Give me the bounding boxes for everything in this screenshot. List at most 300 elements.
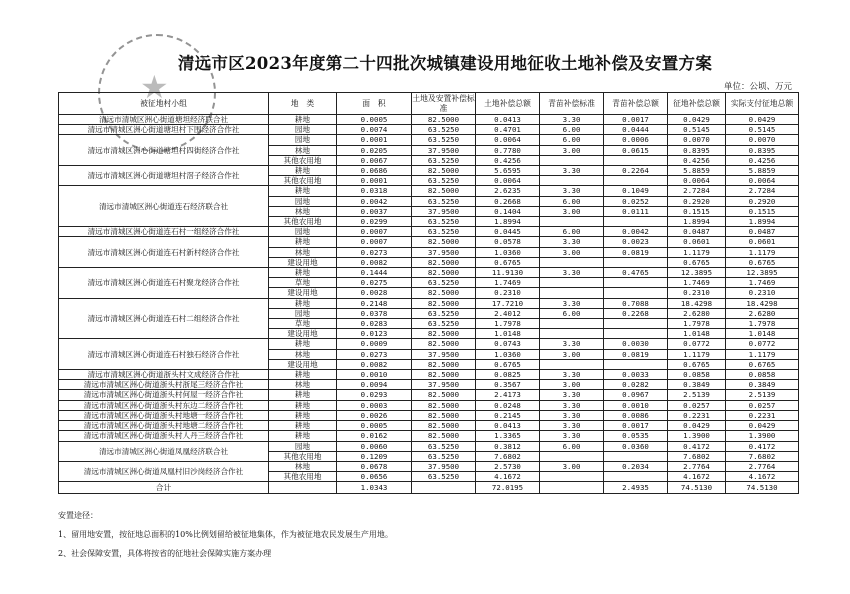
table-row [59,135,799,145]
value-cell: 0.0007 [337,237,412,247]
header-cell: 被征地村小组 [59,93,269,115]
note-item: 2、社会保障安置，具体将按省的征地社会保障实施方案办理 [58,549,272,558]
value-cell: 0.0535 [604,431,668,441]
value-cell: 18.4298 [726,298,799,308]
notes-section [58,506,393,563]
land-type-cell: 建设用地 [269,288,337,298]
land-type-cell: 林地 [269,247,337,257]
value-cell: 0.1049 [604,186,668,196]
land-type-cell: 耕地 [269,431,337,441]
value-cell: 2.7764 [726,461,799,471]
value-cell: 82.5000 [412,421,476,431]
value-cell: 0.0967 [604,390,668,400]
village-group-cell: 清远市清城区洲心街道塘坦村下围经济合作社 [59,125,269,135]
value-cell: 1.7978 [668,319,726,329]
value-cell: 0.0070 [726,135,799,145]
value-cell: 0.0003 [337,400,412,410]
table-header-row [59,93,799,115]
total-cell [540,482,604,494]
value-cell: 0.0772 [726,339,799,349]
value-cell: 0.3849 [726,380,799,390]
value-cell [604,217,668,227]
notes-heading: 安置途径： [58,511,98,520]
village-group-cell: 清远市清城区洲心街道凤凰经济联合社 [59,441,269,461]
value-cell: 82.5000 [412,166,476,176]
value-cell [604,176,668,186]
land-type-cell: 园地 [269,308,337,318]
value-cell: 0.0162 [337,431,412,441]
value-cell: 3.30 [540,431,604,441]
value-cell: 0.0858 [668,370,726,380]
value-cell [540,329,604,339]
value-cell: 0.0360 [604,441,668,451]
total-cell: 2.4935 [604,482,668,494]
value-cell: 0.6765 [476,359,540,369]
value-cell: 2.5139 [668,390,726,400]
value-cell: 0.0017 [604,115,668,125]
value-cell: 63.5250 [412,176,476,186]
value-cell: 0.2920 [726,196,799,206]
header-cell: 面 积 [337,93,412,115]
table-row [59,410,799,420]
land-type-cell: 林地 [269,206,337,216]
value-cell: 37.9500 [412,247,476,257]
value-cell: 4.1672 [476,472,540,482]
value-cell: 0.4701 [476,125,540,135]
value-cell: 11.9130 [476,268,540,278]
value-cell: 0.0064 [476,176,540,186]
value-cell: 0.2231 [668,410,726,420]
value-cell: 82.5000 [412,186,476,196]
value-cell: 0.2231 [726,410,799,420]
value-cell: 0.0378 [337,308,412,318]
value-cell: 0.7780 [476,145,540,155]
land-type-cell: 林地 [269,461,337,471]
value-cell: 0.0445 [476,227,540,237]
land-type-cell: 耕地 [269,390,337,400]
value-cell: 2.4012 [476,308,540,318]
value-cell: 5.6595 [476,166,540,176]
value-cell [604,278,668,288]
value-cell: 0.0283 [337,319,412,329]
value-cell: 0.2310 [726,288,799,298]
land-type-cell: 草地 [269,319,337,329]
value-cell: 6.00 [540,196,604,206]
value-cell: 0.2145 [476,410,540,420]
value-cell: 2.7284 [726,186,799,196]
table-row [59,227,799,237]
header-cell: 地 类 [269,93,337,115]
value-cell: 82.5000 [412,288,476,298]
land-type-cell: 林地 [269,349,337,359]
value-cell: 0.0033 [604,370,668,380]
value-cell: 0.0819 [604,349,668,359]
value-cell: 5.8859 [726,166,799,176]
value-cell: 0.0060 [337,441,412,451]
village-group-cell: 清远市清城区洲心街道浙头村文成经济合作社 [59,370,269,380]
value-cell [540,217,604,227]
value-cell: 0.2034 [604,461,668,471]
village-group-cell: 清远市清城区洲心街道浙头村地塘一经济合作社 [59,410,269,420]
value-cell: 1.7978 [726,319,799,329]
value-cell: 63.5250 [412,135,476,145]
village-group-cell: 清远市清城区洲心街道浙头村人丹三经济合作社 [59,431,269,441]
village-group-cell: 清远市清城区洲心街道连石村新村经济合作社 [59,237,269,268]
table-row [59,115,799,125]
value-cell: 3.30 [540,400,604,410]
land-type-cell: 建设用地 [269,329,337,339]
land-type-cell: 耕地 [269,400,337,410]
value-cell: 0.0257 [726,400,799,410]
value-cell: 0.6765 [668,359,726,369]
value-cell: 63.5250 [412,308,476,318]
value-cell: 1.0360 [476,247,540,257]
value-cell: 1.0360 [476,349,540,359]
value-cell: 6.00 [540,125,604,135]
value-cell: 0.0444 [604,125,668,135]
value-cell: 0.0070 [668,135,726,145]
table-row [59,441,799,451]
value-cell: 37.9500 [412,461,476,471]
value-cell: 63.5250 [412,227,476,237]
value-cell: 3.00 [540,247,604,257]
land-type-cell: 园地 [269,441,337,451]
village-group-cell: 清远市清城区洲心街道浙头村东边二经济合作社 [59,400,269,410]
value-cell: 0.7088 [604,298,668,308]
value-cell: 17.7210 [476,298,540,308]
value-cell: 0.6765 [668,257,726,267]
value-cell: 1.8994 [668,217,726,227]
value-cell: 2.6280 [726,308,799,318]
value-cell [540,319,604,329]
village-group-cell: 清远市清城区洲心街道浙头村地塘二经济合作社 [59,421,269,431]
value-cell: 1.1179 [726,349,799,359]
value-cell: 82.5000 [412,115,476,125]
value-cell: 3.30 [540,298,604,308]
value-cell: 37.9500 [412,380,476,390]
value-cell [604,155,668,165]
value-cell: 0.0273 [337,247,412,257]
compensation-table [58,92,799,494]
value-cell: 3.30 [540,186,604,196]
land-type-cell: 草地 [269,278,337,288]
land-type-cell: 耕地 [269,339,337,349]
value-cell: 1.7469 [726,278,799,288]
value-cell [540,359,604,369]
value-cell: 3.30 [540,166,604,176]
value-cell: 37.9500 [412,206,476,216]
total-cell: 72.0195 [476,482,540,494]
value-cell: 0.0086 [604,410,668,420]
value-cell: 0.0487 [726,227,799,237]
total-row [59,482,799,494]
table-row [59,237,799,247]
value-cell: 0.3567 [476,380,540,390]
value-cell: 63.5250 [412,196,476,206]
land-type-cell: 耕地 [269,186,337,196]
value-cell: 82.5000 [412,370,476,380]
note-item: 1、留用地安置，按征地总面积的10%比例划留给被征地集体，作为被征地农民发展生产用地。 [58,530,393,539]
value-cell: 1.8994 [726,217,799,227]
value-cell: 0.0413 [476,421,540,431]
value-cell: 1.0148 [476,329,540,339]
land-type-cell: 耕地 [269,115,337,125]
value-cell: 1.3900 [726,431,799,441]
value-cell: 0.1404 [476,206,540,216]
value-cell: 82.5000 [412,257,476,267]
village-group-cell: 清远市清城区洲心街道浙头村何屋一经济合作社 [59,390,269,400]
value-cell: 0.1515 [726,206,799,216]
table-row [59,186,799,196]
table-row [59,390,799,400]
land-type-cell: 林地 [269,145,337,155]
header-cell: 青苗补偿总额 [604,93,668,115]
value-cell: 2.7764 [668,461,726,471]
value-cell: 63.5250 [412,217,476,227]
value-cell: 0.4765 [604,268,668,278]
value-cell: 3.30 [540,237,604,247]
value-cell: 2.6235 [476,186,540,196]
village-group-cell: 清远市清城区洲心街道浙头村浙尾三经济合作社 [59,380,269,390]
value-cell: 0.2268 [604,308,668,318]
value-cell: 0.0248 [476,400,540,410]
value-cell: 0.0123 [337,329,412,339]
value-cell: 63.5250 [412,319,476,329]
value-cell: 0.0094 [337,380,412,390]
value-cell: 6.00 [540,135,604,145]
value-cell: 1.3900 [668,431,726,441]
header-cell: 土地及安置补偿标准 [412,93,475,113]
value-cell: 82.5000 [412,329,476,339]
table-row [59,421,799,431]
value-cell: 0.2920 [668,196,726,206]
value-cell: 0.4256 [726,155,799,165]
value-cell [540,176,604,186]
value-cell: 2.6280 [668,308,726,318]
value-cell: 1.0148 [726,329,799,339]
value-cell: 0.0037 [337,206,412,216]
land-type-cell: 其他农用地 [269,451,337,461]
value-cell: 0.2668 [476,196,540,206]
value-cell: 0.0042 [337,196,412,206]
land-type-cell: 耕地 [269,298,337,308]
value-cell: 63.5250 [412,441,476,451]
table-row [59,380,799,390]
value-cell [604,472,668,482]
value-cell: 0.3812 [476,441,540,451]
value-cell: 0.0487 [668,227,726,237]
value-cell: 6.00 [540,441,604,451]
value-cell: 0.0601 [668,237,726,247]
value-cell: 0.0819 [604,247,668,257]
land-type-cell: 林地 [269,380,337,390]
value-cell: 0.0273 [337,349,412,359]
value-cell: 0.0578 [476,237,540,247]
value-cell: 1.8994 [476,217,540,227]
table-row [59,298,799,308]
value-cell: 0.2310 [476,288,540,298]
value-cell: 3.30 [540,115,604,125]
value-cell: 63.5250 [412,155,476,165]
value-cell: 2.4173 [476,390,540,400]
value-cell: 0.0205 [337,145,412,155]
total-cell [412,482,476,494]
value-cell: 3.00 [540,206,604,216]
value-cell: 3.00 [540,145,604,155]
total-cell: 1.0343 [337,482,412,494]
village-group-cell: 清远市清城区洲心街道塘坦村滘子经济合作社 [59,166,269,186]
value-cell: 2.5139 [726,390,799,400]
value-cell: 3.30 [540,410,604,420]
value-cell: 3.30 [540,370,604,380]
value-cell: 82.5000 [412,431,476,441]
value-cell: 1.1179 [668,349,726,359]
value-cell: 0.0772 [668,339,726,349]
value-cell: 0.6765 [476,257,540,267]
value-cell: 0.6765 [726,359,799,369]
value-cell: 1.7469 [668,278,726,288]
value-cell: 0.0252 [604,196,668,206]
value-cell: 63.5250 [412,278,476,288]
value-cell: 0.0318 [337,186,412,196]
value-cell [540,451,604,461]
value-cell: 4.1672 [726,472,799,482]
value-cell: 82.5000 [412,237,476,247]
value-cell: 0.4256 [476,155,540,165]
value-cell: 2.7284 [668,186,726,196]
value-cell: 37.9500 [412,145,476,155]
value-cell: 0.0064 [726,176,799,186]
value-cell: 0.0293 [337,390,412,400]
value-cell [604,329,668,339]
value-cell [604,359,668,369]
value-cell: 0.8395 [668,145,726,155]
table-row [59,431,799,441]
value-cell: 0.5145 [726,125,799,135]
value-cell: 0.2264 [604,166,668,176]
value-cell: 3.30 [540,268,604,278]
value-cell: 0.4172 [668,441,726,451]
village-group-cell: 清远市清城区洲心街道塘坦村四街经济合作社 [59,135,269,166]
value-cell: 0.0017 [604,421,668,431]
land-type-cell: 其他农用地 [269,176,337,186]
value-cell: 0.0064 [668,176,726,186]
village-group-cell: 清远市清城区洲心街道凤凰村旧沙岗经济合作社 [59,461,269,481]
value-cell: 0.0429 [726,421,799,431]
value-cell: 0.0023 [604,237,668,247]
value-cell: 0.0413 [476,115,540,125]
header-cell: 实际支付征地总额 [726,93,799,115]
value-cell: 63.5250 [412,125,476,135]
village-group-cell: 清远市清城区洲心街道连石村独石经济合作社 [59,339,269,370]
value-cell: 1.1179 [726,247,799,257]
value-cell: 0.1515 [668,206,726,216]
value-cell: 0.0257 [668,400,726,410]
land-type-cell: 园地 [269,135,337,145]
value-cell: 0.0299 [337,217,412,227]
table-row [59,461,799,471]
land-type-cell: 耕地 [269,370,337,380]
value-cell: 0.0275 [337,278,412,288]
value-cell [540,155,604,165]
table-row [59,400,799,410]
table-row [59,268,799,278]
value-cell: 0.0858 [726,370,799,380]
value-cell: 0.1209 [337,451,412,461]
value-cell: 7.6802 [668,451,726,461]
land-type-cell: 建设用地 [269,257,337,267]
value-cell: 1.3365 [476,431,540,441]
value-cell: 0.0042 [604,227,668,237]
land-type-cell: 其他农用地 [269,472,337,482]
village-group-cell: 清远市清城区洲心街道连石村聚龙经济合作社 [59,268,269,299]
value-cell: 0.1444 [337,268,412,278]
value-cell: 0.0743 [476,339,540,349]
value-cell: 82.5000 [412,410,476,420]
value-cell: 82.5000 [412,390,476,400]
value-cell: 0.0010 [337,370,412,380]
value-cell: 7.6802 [726,451,799,461]
village-group-cell: 清远市清城区洲心街道连石村一组经济合作社 [59,227,269,237]
value-cell: 0.0005 [337,115,412,125]
value-cell: 12.3895 [668,268,726,278]
value-cell: 0.0010 [604,400,668,410]
value-cell: 82.5000 [412,359,476,369]
value-cell: 0.0429 [668,421,726,431]
value-cell: 3.30 [540,421,604,431]
unit-label: 单位：公顷、万元 [723,82,792,92]
value-cell: 7.6802 [476,451,540,461]
value-cell: 63.5250 [412,451,476,461]
land-type-cell: 耕地 [269,237,337,247]
value-cell [540,257,604,267]
value-cell: 0.0007 [337,227,412,237]
value-cell: 0.0067 [337,155,412,165]
value-cell: 0.5145 [668,125,726,135]
value-cell [604,451,668,461]
value-cell: 1.1179 [668,247,726,257]
value-cell: 0.0028 [337,288,412,298]
table-row [59,125,799,135]
land-type-cell: 园地 [269,196,337,206]
value-cell: 0.4172 [726,441,799,451]
value-cell [540,288,604,298]
value-cell: 3.30 [540,339,604,349]
value-cell: 12.3895 [726,268,799,278]
value-cell: 0.8395 [726,145,799,155]
land-type-cell: 耕地 [269,421,337,431]
village-group-cell: 清远市清城区洲心街道连石经济联合社 [59,186,269,227]
value-cell: 0.0006 [604,135,668,145]
value-cell: 0.0686 [337,166,412,176]
value-cell: 6.00 [540,227,604,237]
value-cell: 1.7978 [476,319,540,329]
land-type-cell: 园地 [269,125,337,135]
value-cell [540,278,604,288]
value-cell: 0.0009 [337,339,412,349]
document-title: 清远市区2023年度第二十四批次城镇建设用地征收土地补偿及安置方案 [177,54,713,73]
value-cell: 18.4298 [668,298,726,308]
table-row [59,166,799,176]
land-type-cell: 其他农用地 [269,217,337,227]
total-label: 合计 [59,482,269,494]
value-cell: 1.0148 [668,329,726,339]
value-cell [604,257,668,267]
value-cell: 0.0678 [337,461,412,471]
land-type-cell: 耕地 [269,268,337,278]
value-cell: 37.9500 [412,349,476,359]
value-cell: 4.1672 [668,472,726,482]
